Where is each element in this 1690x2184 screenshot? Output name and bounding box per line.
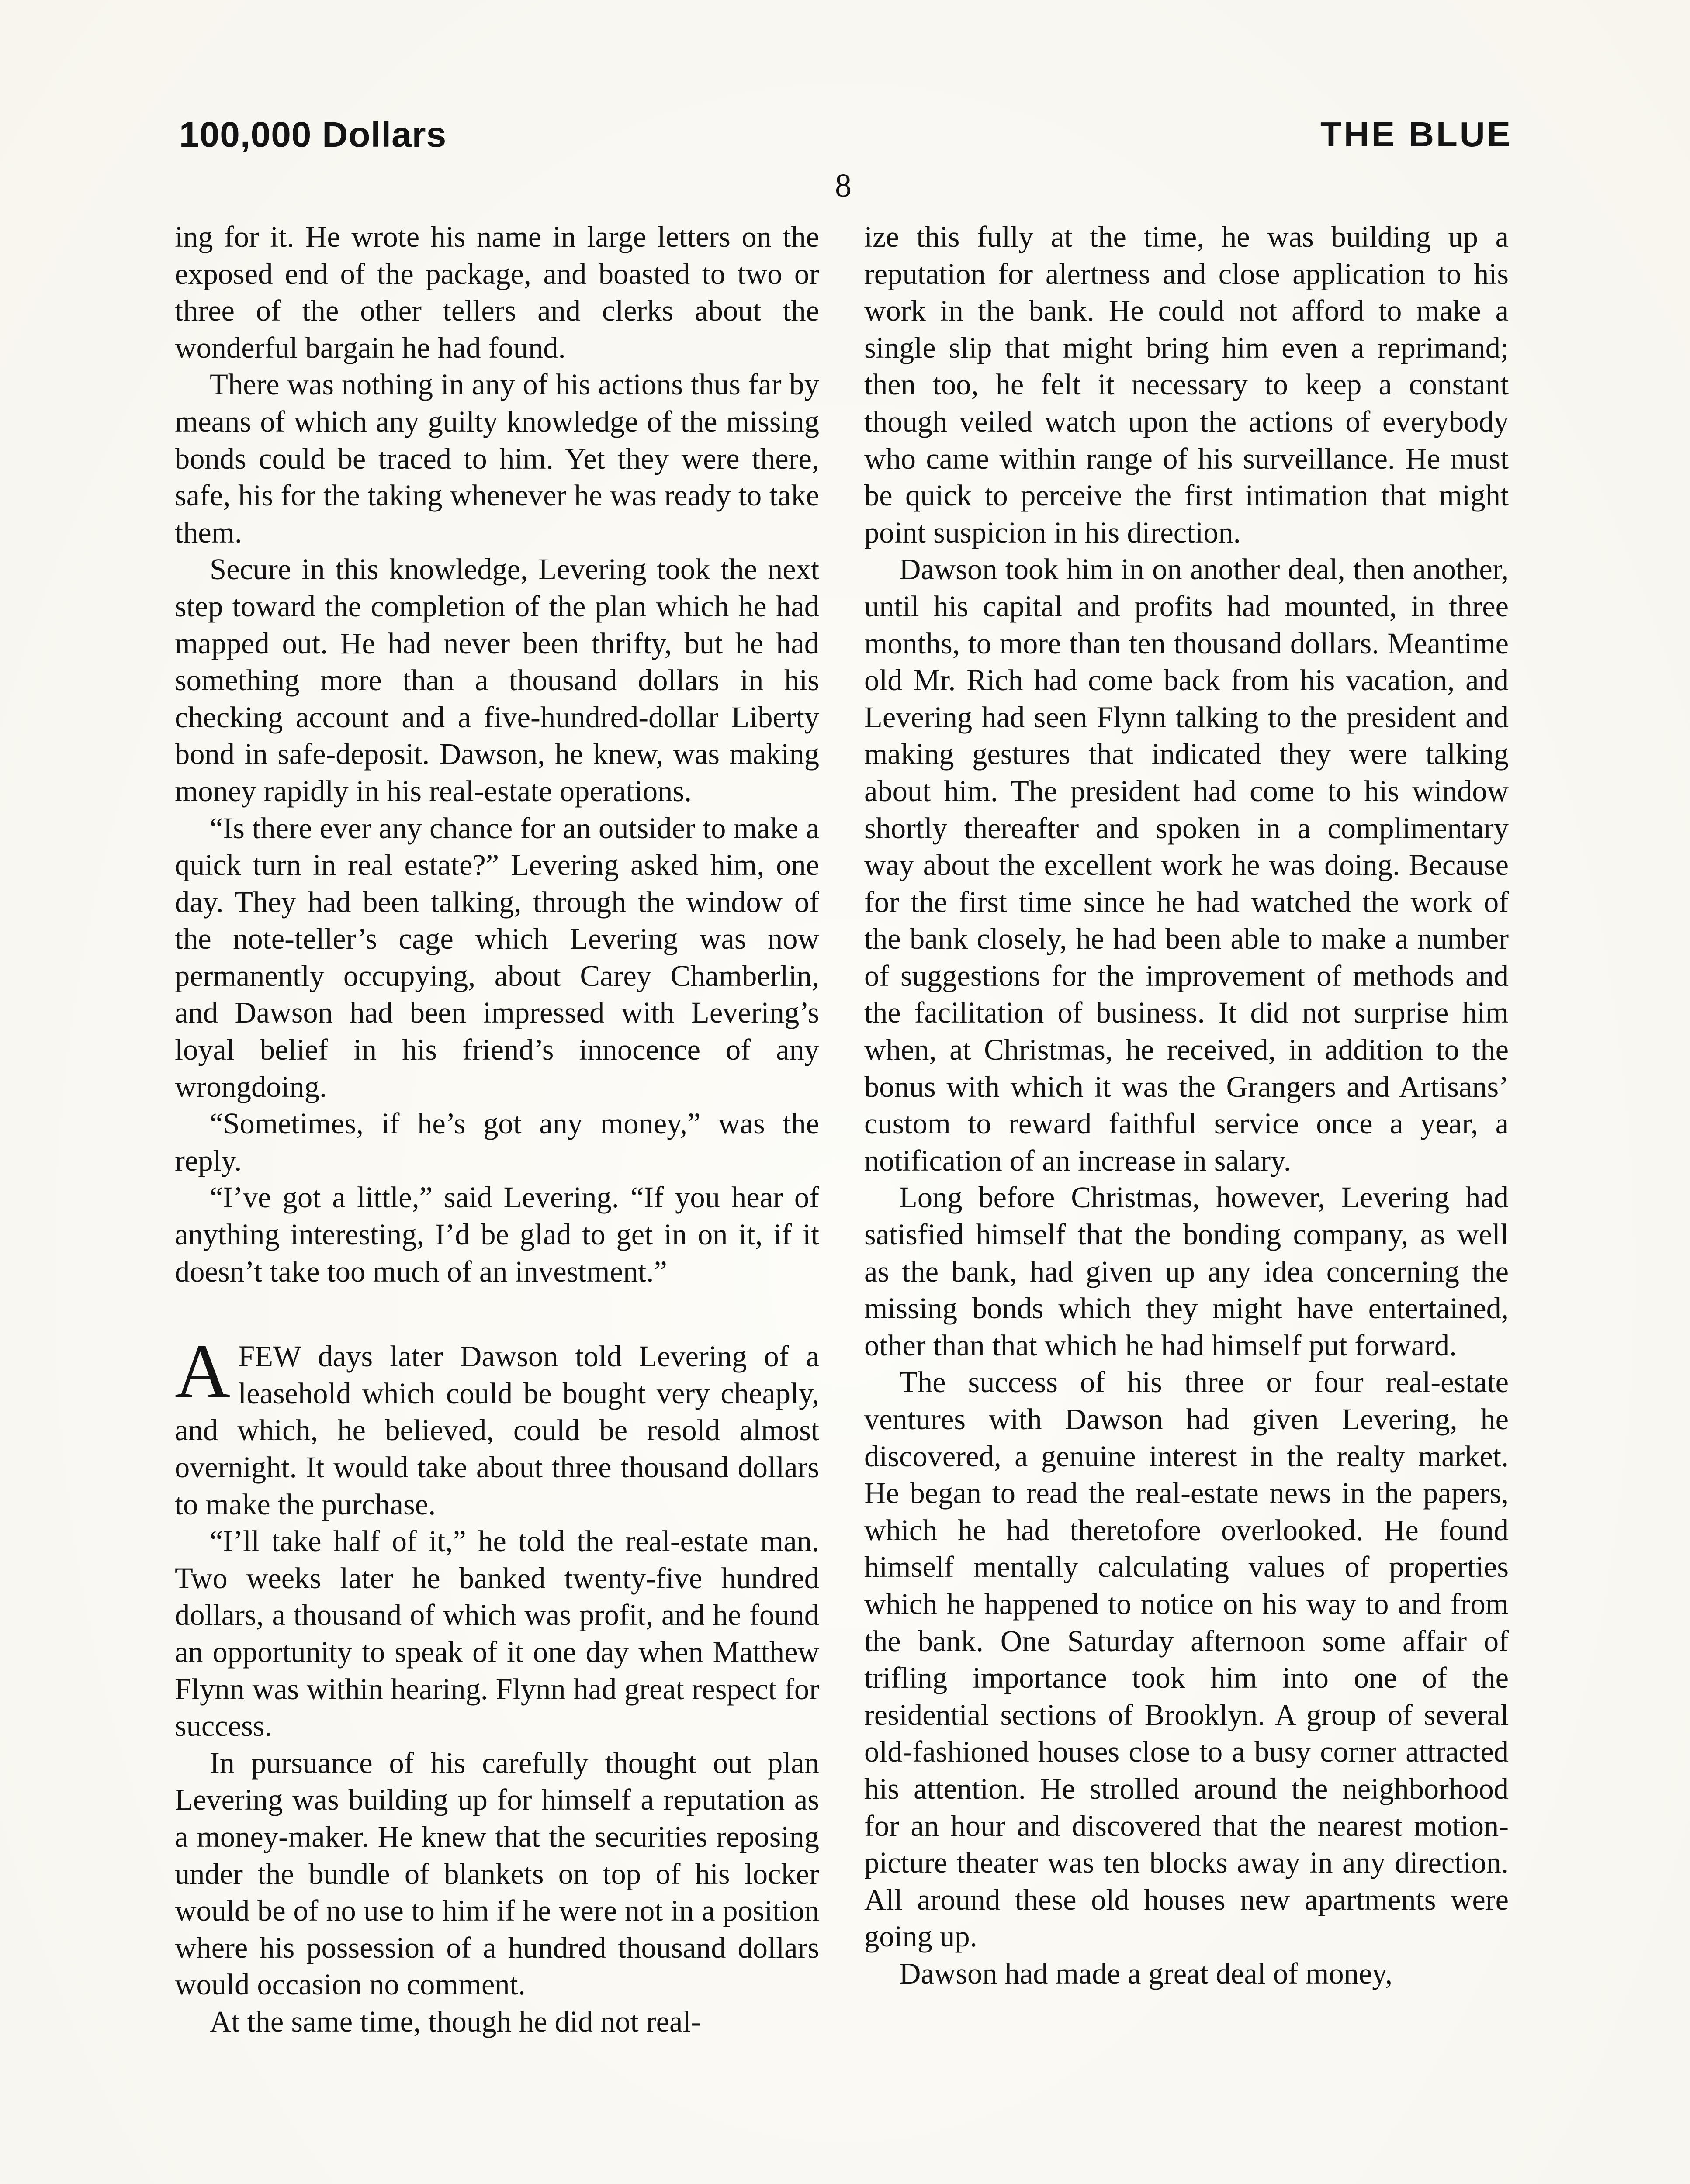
magazine-name: THE BLUE [1320, 115, 1513, 154]
page-number: 8 [835, 167, 852, 204]
paragraph: In pursuance of his carefully thought out plan Levering was building up for himself a reputation as a money-maker. He knew that the securities reposing under the bundle of blankets on top of his locker would be of no use to him if he were not in a position where his possession of a hundred thousand dollars would occasion no comment. [175, 1746, 819, 2001]
paragraph: Secure in this knowledge, Levering took the next step toward the completion of the plan which he had mapped out. He had never been thrifty, but he had something more than a thousand dollars in his checking account and a five-hundred-dollar Liberty bond in safe-deposit. Dawson, he knew, was making money rapidly in his real-estate operations. [175, 553, 819, 808]
drop-cap: A [175, 1329, 231, 1414]
paragraph: There was nothing in any of his actions thus far by means of which any guilty knowledge of the missing bonds could be traced to him. Yet they were there, safe, his for the taking whenever he was ready to take them. [175, 368, 819, 549]
paragraph: ize this fully at the time, he was building up a reputation for alertness and close application to his work in the bank. He could not afford to make a single slip that might bring him even a reprimand; then too, he felt it necessary to keep a constant though veiled watch upon the actions of everybody who came within range of his surveillance. He must be quick to perceive the first intimation that might point suspicion in his direction. [864, 220, 1509, 549]
paragraph: “Is there ever any chance for an outsider to make a quick turn in real estate?” Levering asked him, one day. They had been talking, through the window of the note-teller’s cage which Levering was now permanently occupying, about Carey Chamberlin, and Dawson had been impressed with Levering’s loyal belief in his friend’s innocence of any wrongdoing. [175, 811, 819, 1103]
section-opening-paragraph [175, 1329, 819, 1523]
story-title: 100,000 Dollars [179, 115, 447, 155]
right-column [864, 218, 1509, 1992]
left-column [175, 218, 819, 2040]
section-first-word: FEW [238, 1340, 301, 1373]
paragraph: “I’ll take half of it,” he told the real-estate man. Two weeks later he banked twenty-five hundred dollars, a thousand of which was profit, and he found an opportunity to speak of it one day when Matthew Flynn was within hearing. Flynn had great respect for success. [175, 1524, 819, 1743]
paragraph: Long before Christmas, however, Levering had satisfied himself that the bonding company, as well as the bank, had given up any idea concerning the missing bonds which they might have entertained, other than that which he had himself put forward. [864, 1181, 1509, 1362]
paragraph: At the same time, though he did not real- [210, 2004, 701, 2038]
paragraph: ing for it. He wrote his name in large letters on the exposed end of the package, and boasted to two or three of the other tellers and clerks about the wonderful bargain he had found. [175, 220, 819, 364]
paragraph: “Sometimes, if he’s got any money,” was the reply. [175, 1107, 819, 1177]
paragraph: The success of his three or four real-estate ventures with Dawson had given Levering, he discovered, a genuine interest in the realty market. He began to read the real-estate news in the papers, which he had theretofore overlooked. He found himself mentally calculating values of properties which he happened to notice on his way to and from the bank. One Saturday afternoon some affair of trifling importance took him into one of the residential sections of Brooklyn. A group of several old-fashioned houses close to a busy corner attracted his attention. He strolled around the neighborhood for an hour and discovered that the nearest motion-picture theater was ten blocks away in any direction. All around these old houses new apartments were going up. [864, 1365, 1509, 1953]
paragraph: Dawson had made a great deal of money, [899, 1956, 1393, 1990]
paragraph: Dawson took him in on another deal, then another, until his capital and profits had mounted, in three months, to more than ten thousand dollars. Meantime old Mr. Rich had come back from his vacation, and Levering had seen Flynn talking to the president and making gestures that indicated they were talking about him. The president had come to his window shortly thereafter and spoken in a complimentary way about the excellent work he was doing. Because for the first time since he had watched the work of the bank closely, he had been able to make a number of suggestions for the improvement of methods and the facilitation of business. It did not surprise him when, at Christmas, he received, in addition to the bonus with which it was the Grangers and Artisans’ custom to reward faithful service once a year, a notification of an increase in salary. [864, 553, 1509, 1177]
paragraph: “I’ve got a little,” said Levering. “If you hear of anything interesting, I’d be glad to get in on it, if it doesn’t take too much of an investment.” [175, 1181, 819, 1288]
section-opening-text: days later Dawson told Levering of a leasehold which could be bought very cheaply, and which, he believed, could be resold almost overnight. It would take about three thousand dollars to make the purchase. [175, 1340, 819, 1521]
